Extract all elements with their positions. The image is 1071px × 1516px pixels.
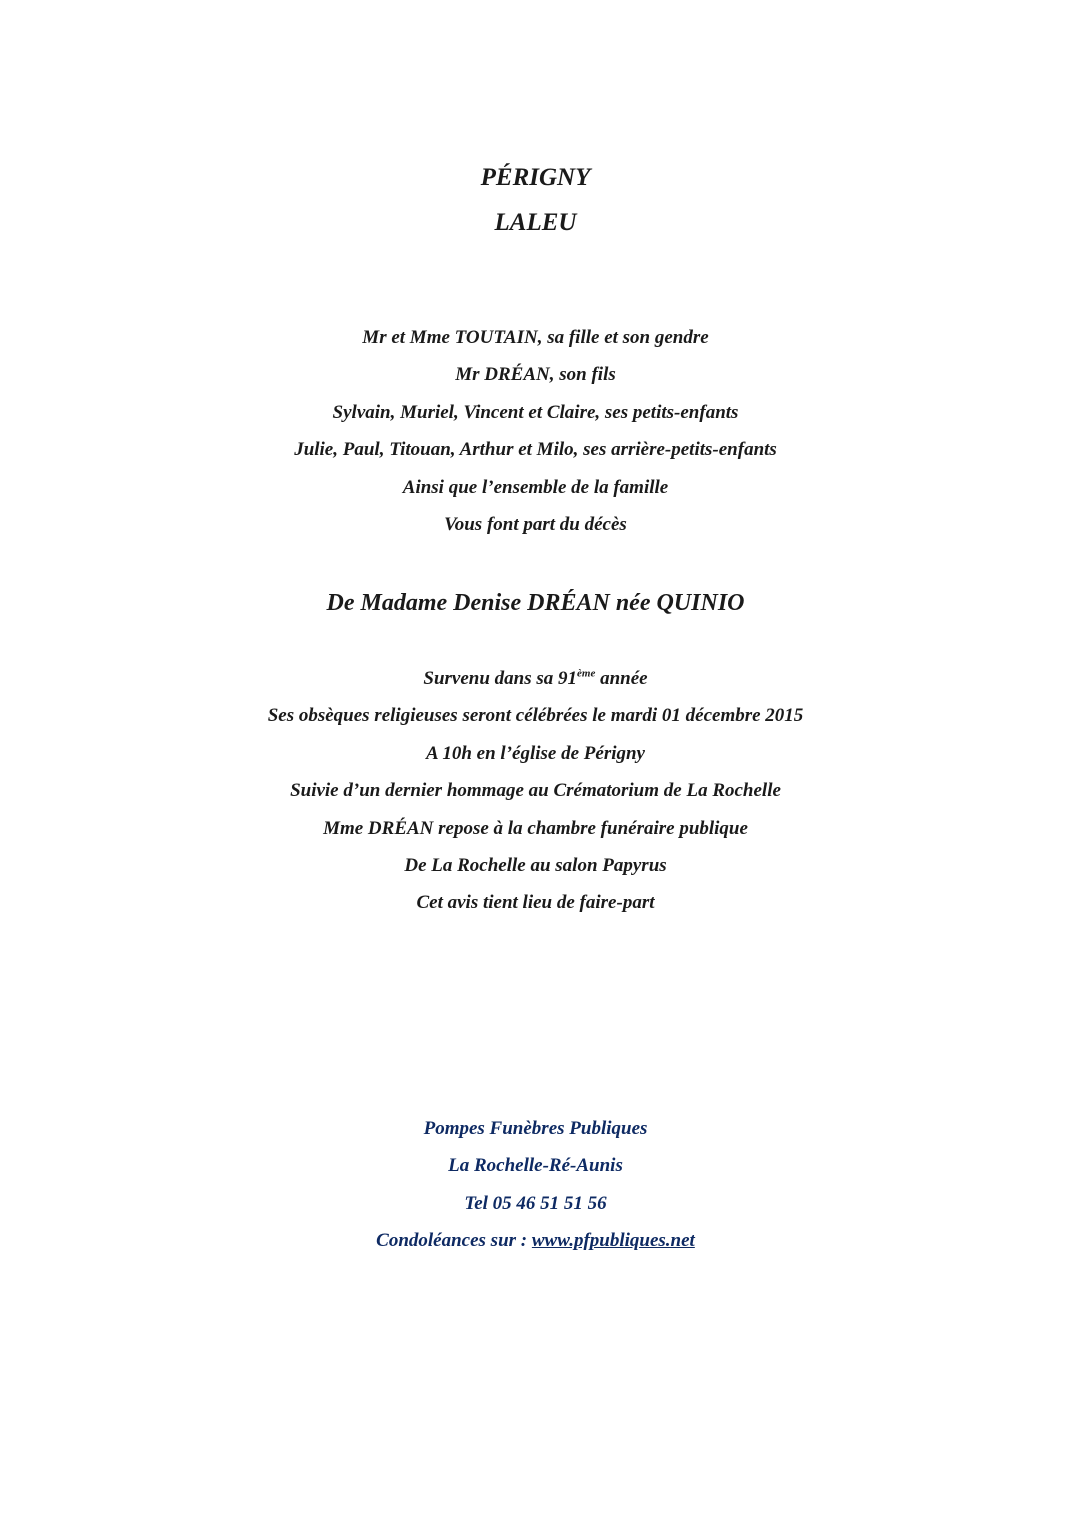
funeral-home-block (0, 1110, 1071, 1260)
company-phone: Tel 05 46 51 51 56 (464, 1192, 607, 1214)
company-name: Pompes Funèbres Publiques (423, 1118, 648, 1139)
detail-line: De La Rochelle au salon Papyrus (404, 855, 667, 877)
family-announcement-block (0, 319, 1071, 543)
age-line (0, 660, 1071, 697)
family-line: Mr DRÉAN, son fils (455, 364, 616, 386)
deceased-name: De Madame Denise DRÉAN née QUINIO (326, 590, 745, 616)
company-location: La Rochelle-Ré-Aunis (448, 1155, 623, 1177)
detail-line: Mme DRÉAN repose à la chambre funéraire publique (323, 817, 748, 839)
detail-line: Suivie d’un dernier hommage au Crématorium de La Rochelle (290, 780, 781, 802)
family-line: Sylvain, Muriel, Vincent et Claire, ses petits-enfants (332, 401, 739, 423)
detail-line: Cet avis tient lieu de faire-part (416, 892, 655, 914)
detail-line: Ses obsèques religieuses seront célébrées le mardi 01 décembre 2015 (267, 705, 804, 727)
header-block (0, 155, 1071, 245)
family-line: Vous font part du décès (444, 514, 627, 536)
condolences-label: Condoléances sur : (376, 1230, 532, 1252)
town-title-laleu: LALEU (494, 209, 577, 236)
family-line: Ainsi que l’ensemble de la famille (402, 476, 669, 498)
age-prefix: Survenu dans sa 91 (423, 668, 578, 689)
ceremony-details-block (0, 660, 1071, 922)
age-superscript: ème (577, 667, 596, 680)
website-link[interactable]: www.pfpubliques.net (531, 1230, 695, 1252)
family-line: Mr et Mme TOUTAIN, sa fille et son gendre (362, 327, 709, 348)
deceased-name-block (0, 588, 1071, 618)
detail-line: A 10h en l’église de Périgny (425, 742, 645, 764)
condolences-line (0, 1222, 1071, 1259)
family-line: Julie, Paul, Titouan, Arthur et Milo, ses arrière-petits-enfants (294, 439, 777, 461)
age-tail: année (595, 668, 648, 689)
town-title-perigny: PÉRIGNY (480, 164, 591, 191)
